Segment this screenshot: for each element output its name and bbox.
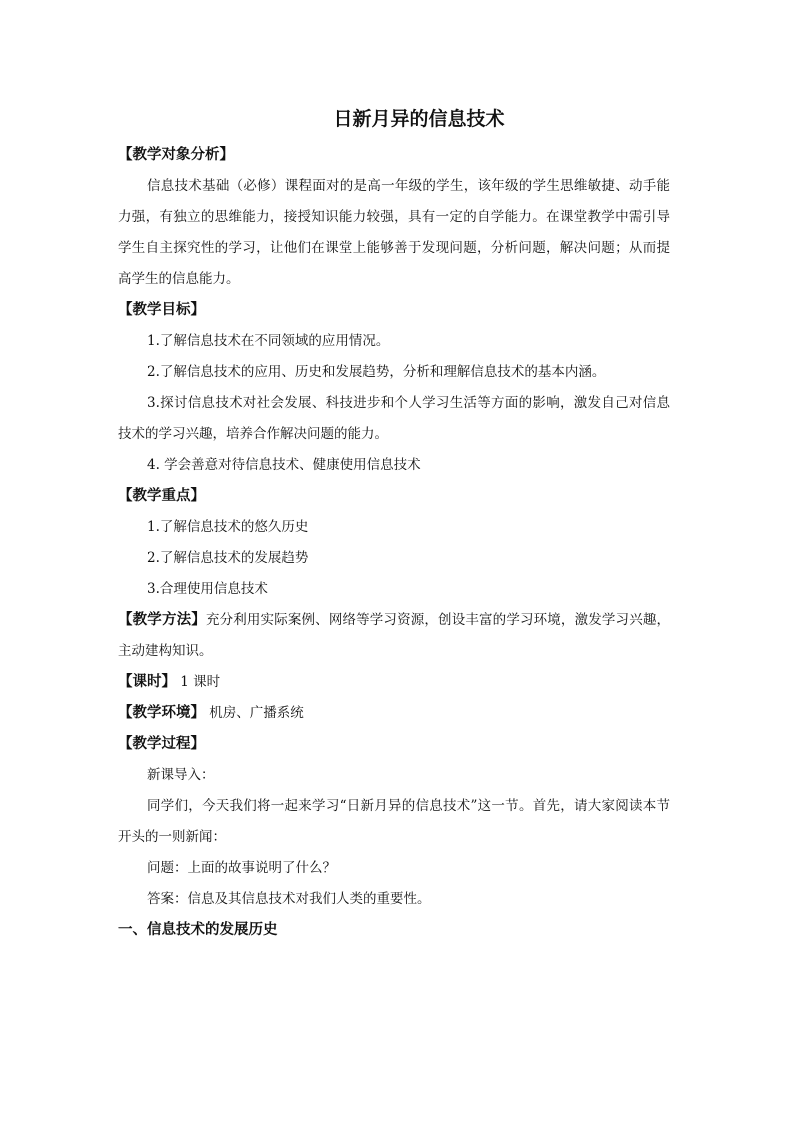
section-body: 充分利用实际案例、网络等学习资源，创设丰富的学习环境，激发学习兴趣，主动建构知识。 [118,612,671,659]
paragraph: 问题：上面的故事说明了什么？ [147,860,336,876]
section-hours [118,667,670,698]
paragraph: 答案：信息及其信息技术对我们人类的重要性。 [147,891,431,907]
list-item: 2.了解信息技术的应用、历史和发展趋势，分析和理解信息技术的基本内涵。 [147,364,606,380]
section-method [118,605,670,667]
section-key-points [118,481,670,605]
paragraph: 同学们，今天我们将一起来学习“日新月异的信息技术”这一节。首先，请大家阅读本节开头的一则新闻： [118,798,670,845]
section-body: 机房、广播系统 [205,705,304,721]
section-body: 1 课时 [176,674,221,690]
section-heading: 【教学方法】 [118,612,206,628]
section-process [118,729,670,915]
section-environment [118,698,670,729]
section-heading: 【教学目标】 [118,302,205,318]
section-heading: 一、信息技术的发展历史 [118,922,278,938]
paragraph [118,667,670,698]
section-heading: 【课时】 [118,674,176,690]
paragraph [118,698,670,729]
list-item: 1.了解信息技术在不同领域的应用情况。 [147,333,390,349]
section-heading: 【教学重点】 [118,488,205,504]
section-student-analysis [118,140,670,295]
list-item: 2.了解信息技术的发展趋势 [147,550,309,566]
list-item: 3.探讨信息技术对社会发展、科技进步和个人学习生活等方面的影响，激发自己对信息技术的学习兴趣，培养合作解决问题的能力。 [118,395,670,442]
section-heading: 【教学环境】 [118,705,205,721]
list-item: 3.合理使用信息技术 [147,581,268,597]
page-title: 日新月异的信息技术 [333,108,505,130]
section-history [118,915,670,946]
section-heading: 【教学过程】 [118,736,205,752]
section-heading: 【教学对象分析】 [118,147,234,163]
paragraph: 信息技术基础（必修）课程面对的是高一年级的学生，该年级的学生思维敏捷、动手能力强，有独立的思维能力，接授知识能力较强，具有一定的自学能力。在课堂教学中需引导学生自主探究性的学习，让他们在课堂上能够善于发现问题，分析问题，解决问题；从而提高学生的信息能力。 [118,178,670,287]
paragraph [118,605,670,667]
list-item: 1.了解信息技术的悠久历史 [147,519,309,535]
section-objectives [118,295,670,481]
paragraph: 新课导入： [147,767,215,783]
list-item: 4. 学会善意对待信息技术、健康使用信息技术 [147,457,421,473]
